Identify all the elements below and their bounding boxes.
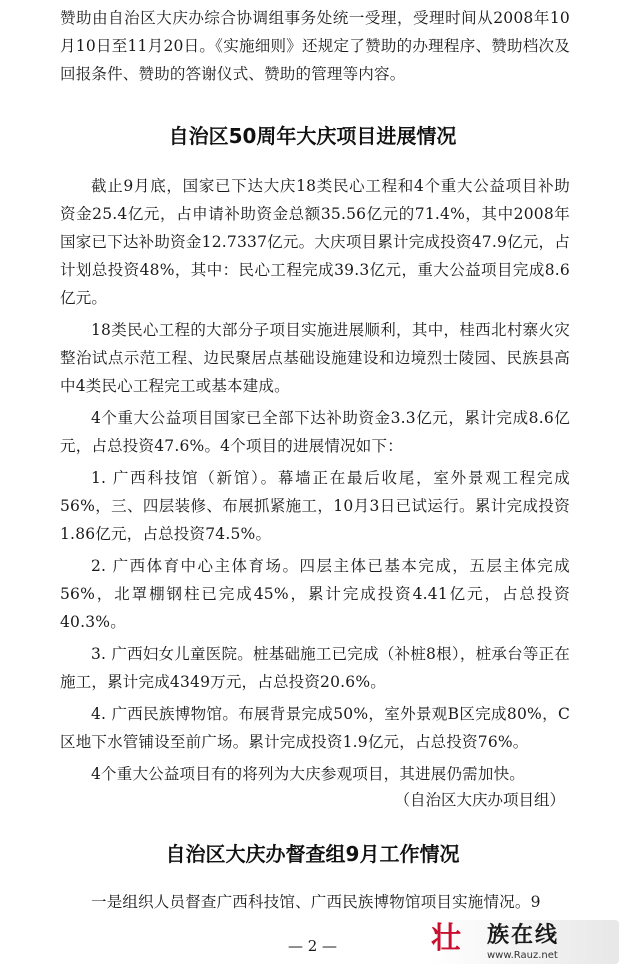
source-attribution: （自治区大庆办项目组） <box>394 791 565 809</box>
section-title-progress: 自治区50周年大庆项目进展情况 <box>168 124 457 148</box>
paragraph-womens-hospital: 3. 广西妇女儿童医院。桩基础施工已完成（补桩8根），桩承台等正在施工，累计完成4349万元，占总投资20.6%。 <box>60 645 570 691</box>
paragraph-livelihood-projects: 18类民心工程的大部分子项目实施进展顺利，其中，桂西北村寨火灾整治试点示范工程、边民聚居点基础设施建设和边境烈士陵园、民族县高中4类民心工程完工或基本建成。 <box>60 321 570 395</box>
paragraph-funding-summary: 截止9月底，国家已下达大庆18类民心工程和4个重大公益项目补助资金25.4亿元，占申请补助资金总额35.56亿元的71.4%，其中2008年国家已下达补助资金12.7337亿元。大庆项目累计完成投资47.9亿元，占计划总投资48%，其中：民心工程完成39.3亿元，重大公益项目完成8.6亿元。 <box>60 177 570 307</box>
paragraph-sports-center: 2. 广西体育中心主体育场。四层主体已基本完成，五层主体完成56%，北罩棚钢柱已完成45%，累计完成投资4.41亿元，占总投资40.3%。 <box>60 557 570 631</box>
section-title-inspection: 自治区大庆办督查组9月工作情况 <box>165 842 460 866</box>
paragraph-science-museum: 1. 广西科技馆（新馆）。幕墙正在最后收尾，室外景观工程完成56%，三、四层装修、布展抓紧施工，10月3日已试运行。累计完成投资1.86亿元，占总投资74.5%。 <box>60 469 570 543</box>
watermark-url: www.Rauz.net <box>487 950 558 961</box>
watermark-title: 族在线 <box>487 923 560 948</box>
paragraph-ethnic-museum: 4. 广西民族博物馆。布展背景完成50%，室外景观B区完成80%，C区地下水管铺设至前广场。累计完成投资1.9亿元，占总投资76%。 <box>60 705 570 751</box>
paragraph-inspection: 一是组织人员督查广西科技馆、广西民族博物馆项目实施情况。9 <box>91 893 541 911</box>
page-number: — 2 — <box>287 937 338 955</box>
intro-paragraph: 赞助由自治区大庆办综合协调组事务处统一受理，受理时间从2008年10月10日至11月20日。《实施细则》还规定了赞助的办理程序、赞助档次及回报条件、赞助的答谢仪式、赞助的管理等内容。 <box>60 9 570 83</box>
paragraph-conclusion: 4个重大公益项目有的将列为大庆参观项目，其进展仍需加快。 <box>91 765 525 783</box>
paragraph-major-projects: 4个重大公益项目国家已全部下达补助资金3.3亿元，累计完成8.6亿元，占总投资47.6%。4个项目的进展情况如下： <box>60 409 570 455</box>
watermark-logo <box>429 920 619 964</box>
watermark-mark-icon: 壮 <box>431 921 461 956</box>
